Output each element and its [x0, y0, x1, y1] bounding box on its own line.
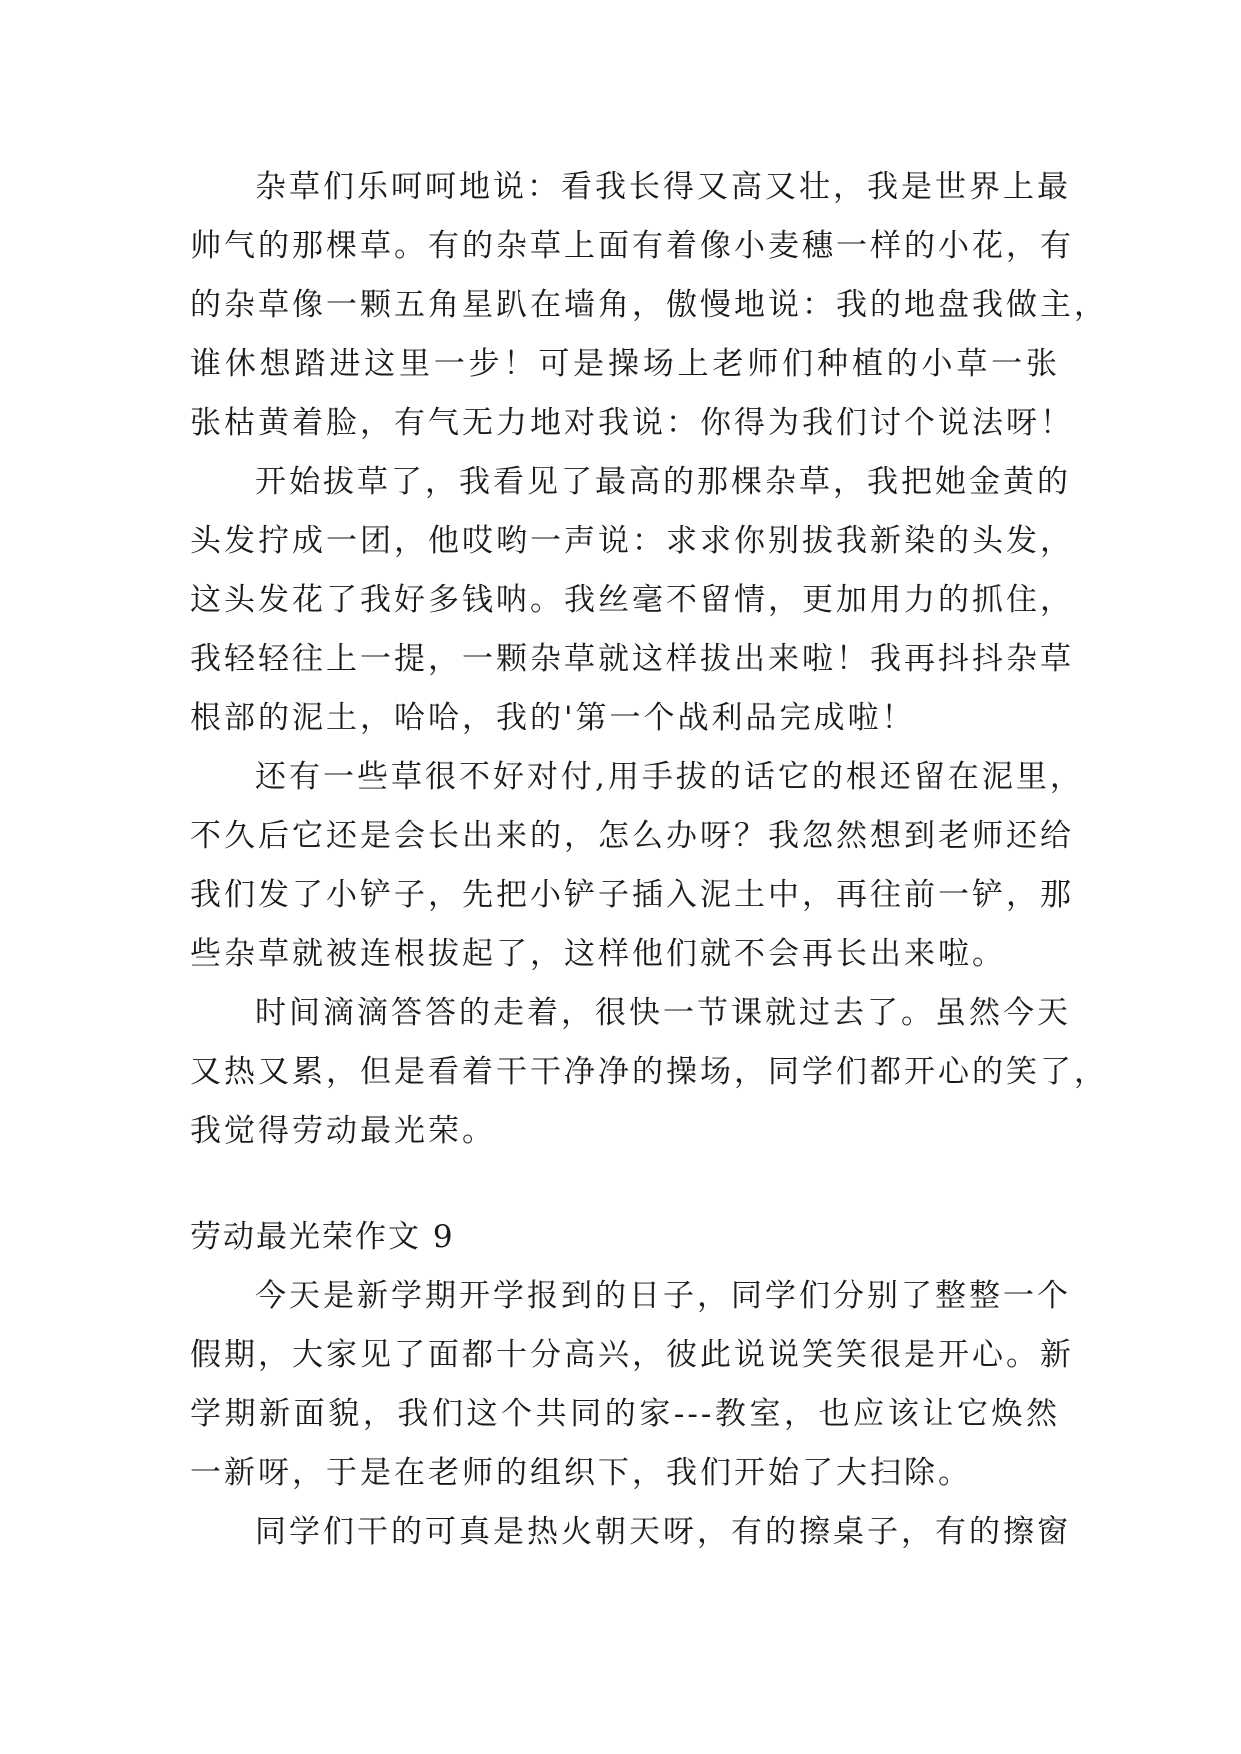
text-line: 不久后它还是会长出来的，怎么办呀？我忽然想到老师还给 [190, 818, 1074, 854]
text-line: 头发拧成一团，他哎哟一声说：求求你别拔我新染的头发， [190, 523, 1074, 559]
text-line: 同学们干的可真是热火朝天呀，有的擦桌子，有的擦窗 [255, 1514, 1071, 1550]
text-line: 开始拔草了，我看见了最高的那棵杂草，我把她金黄的 [255, 464, 1071, 500]
text-line: 今天是新学期开学报到的日子，同学们分别了整整一个 [255, 1278, 1071, 1314]
text-line: 又热又累，但是看着干干净净的操场，同学们都开心的笑了， [190, 1054, 1108, 1090]
text-line: 这头发花了我好多钱呐。我丝毫不留情，更加用力的抓住， [190, 582, 1074, 618]
text-line: 学期新面貌，我们这个共同的家---教室，也应该让它焕然 [190, 1396, 1060, 1432]
text-line: 根部的泥土，哈哈，我的'第一个战利品完成啦！ [190, 700, 916, 736]
text-line: 我觉得劳动最光荣。 [190, 1113, 496, 1149]
section-title: 劳动最光荣作文 9 [190, 1219, 455, 1255]
text-line: 我轻轻往上一提，一颗杂草就这样拔出来啦！我再抖抖杂草 [190, 641, 1074, 677]
text-line: 些杂草就被连根拔起了，这样他们就不会再长出来啦。 [190, 936, 1006, 972]
text-line: 时间滴滴答答的走着，很快一节课就过去了。虽然今天 [255, 995, 1071, 1031]
text-line: 帅气的那棵草。有的杂草上面有着像小麦穗一样的小花，有 [190, 228, 1074, 264]
text-line: 假期，大家见了面都十分高兴，彼此说说笑笑很是开心。新 [190, 1337, 1074, 1373]
text-line: 还有一些草很不好对付,用手拔的话它的根还留在泥里， [255, 759, 1084, 795]
text-line: 一新呀，于是在老师的组织下，我们开始了大扫除。 [190, 1455, 972, 1491]
text-line: 的杂草像一颗五角星趴在墙角，傲慢地说：我的地盘我做主， [190, 287, 1108, 323]
text-line: 谁休想踏进这里一步！可是操场上老师们种植的小草一张 [190, 346, 1060, 382]
text-line: 我们发了小铲子，先把小铲子插入泥土中，再往前一铲，那 [190, 877, 1074, 913]
text-line: 张枯黄着脸，有气无力地对我说：你得为我们讨个说法呀！ [190, 405, 1074, 441]
text-line: 杂草们乐呵呵地说：看我长得又高又壮，我是世界上最 [255, 169, 1071, 205]
